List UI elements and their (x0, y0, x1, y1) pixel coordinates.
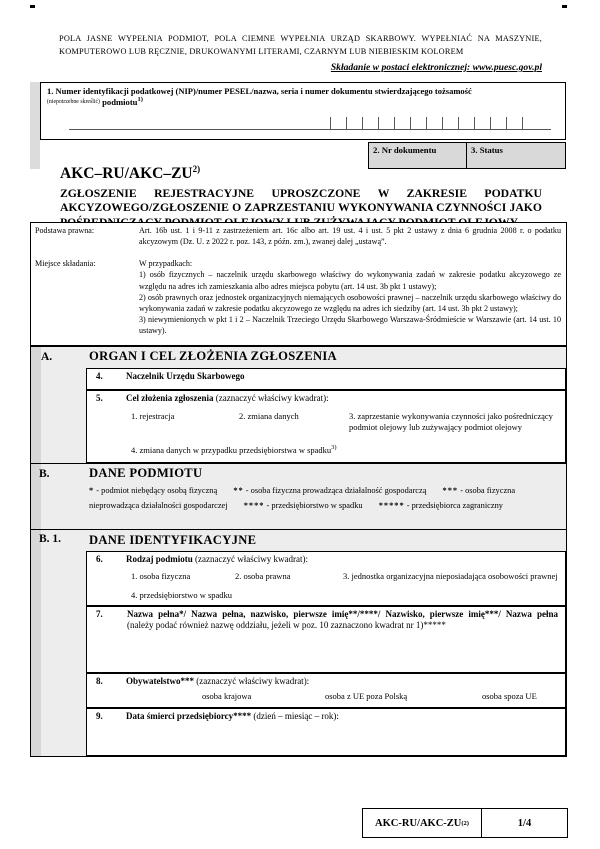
field-4-number: 4. (96, 371, 103, 381)
field-1-note: (niepotrzebne skreślić) (47, 99, 100, 106)
field-9-number: 9. (96, 711, 103, 721)
legend-item: * - podmiot niebędący osobą fizyczną (89, 486, 218, 495)
field-1-label2: $^{(niepotrzebne skreślić)}$ podmiotu$^{1)}$ (47, 96, 143, 108)
section-a-letter: A. (41, 351, 53, 363)
field-7-input-area[interactable] (89, 644, 563, 670)
filing-place-item3: 3) niewymienionych w pkt 1 i 2 – Naczelnik Trzeciego Urzędu Skarbowego Warszawa-Śródmieście w Warszawie (art. 14 ust. 10 ustawy). (139, 315, 561, 336)
registration-mark-right (562, 5, 567, 8)
field-8-option-2[interactable]: osoba z UE poza Polską (325, 691, 408, 701)
legend-item: ***** - przedsiębiorca zagraniczny (378, 501, 503, 511)
field-9-input-area[interactable] (89, 739, 563, 753)
legend-item: **** - przedsiębiorstwo w spadku (243, 501, 363, 511)
form-code-title: AKC–RU/AKC–ZU$^{2)}$ (60, 164, 201, 183)
legend-item: *** - osoba fizyczna nieprowadząca działalności gospodarczej (89, 486, 516, 511)
section-b-title: DANE PODMIOTU (89, 466, 203, 480)
field-6-option-2[interactable]: 2. osoba prawna (235, 571, 291, 581)
section-a-title: ORGAN I CEL ZŁOŻENIA ZGŁOSZENIA (89, 349, 337, 363)
footer-form-code: AKC-RU/AKC-ZU (2) (363, 809, 482, 837)
field-5-option-1[interactable]: 1. rejestracja (131, 411, 175, 421)
field-8-label-rest: (zaznaczyć właściwy kwadrat): (194, 676, 310, 686)
field-6-option-4[interactable]: 4. przedsiębiorstwo w spadku (131, 590, 233, 600)
field-2-document-number (368, 142, 466, 169)
field-3-status (466, 142, 566, 169)
field-1-nip-pesel (40, 82, 566, 140)
page-footer (362, 808, 568, 838)
field-5-label-rest: (zaznaczyć właściwy kwadrat): (213, 393, 329, 403)
field-4-label: Naczelnik Urzędu Skarbowego (126, 371, 245, 381)
legal-basis-label: Podstawa prawna: (35, 226, 95, 235)
section-b-legend (89, 483, 553, 513)
filing-place-intro: W przypadkach: (139, 259, 193, 269)
main-form-area (30, 346, 567, 757)
field-6-number: 6. (96, 554, 103, 564)
left-gray-strip-main (31, 347, 41, 756)
field-5-number: 5. (96, 393, 103, 403)
field-5-option-3[interactable]: 3. zaprzestanie wykonywania czynności jako pośredniczący podmiot olejowy lub zużywający podmiot olejowy (349, 411, 553, 432)
field-8-number: 8. (96, 676, 103, 686)
field-6-label: Rodzaj podmiotu (126, 554, 193, 564)
legal-basis-row (31, 223, 566, 247)
section-b-letter: B. (39, 468, 50, 480)
field-8-option-3[interactable]: osoba spoza UE (482, 691, 537, 701)
instructions-line1: POLA JASNE WYPEŁNIA PODMIOT, POLA CIEMNE WYPEŁNIA URZĄD SKARBOWY. WYPEŁNIAĆ NA MASZYNIE, (59, 34, 542, 43)
legal-basis-text: Art. 16b ust. 1 i 9-11 z zastrzeżeniem art. 16c albo art. 19 ust. 4 i ust. 5 pkt 2 ustawy z dnia 6 grudnia 2008 r. o podatku akcyzowym (Dz. U. z 2022 r. poz. 143, z późn. zm.), zwanej dalej „ustawą”. (139, 226, 561, 247)
registration-mark-left (30, 5, 35, 8)
left-gray-strip (30, 82, 40, 169)
filing-place-item1: 1) osób fizycznych – naczelnik urzędu skarbowego właściwy do wykonywania zadań w zakresie podatku akcyzowego ze względu na adres ich zamieszkania albo adres miejsca pobytu (art. 14 ust. 3b pkt 1 ustawy); (139, 270, 561, 291)
field-2-label: 2. Nr dokumentu (373, 145, 437, 155)
field-4-input-area[interactable] (89, 373, 563, 387)
field-6-label-rest: (zaznaczyć właściwy kwadrat): (192, 554, 308, 564)
field-6-option-1[interactable]: 1. osoba fizyczna (131, 571, 191, 581)
field-6-entity-type (86, 551, 566, 606)
field-3-label: 3. Status (471, 145, 503, 155)
field-7-label: Nazwa pełna*/ Nazwa pełna, nazwisko, pierwsze imię**/****/ Nazwisko, pierwsze imię***/ Nazwa pełna (127, 609, 558, 619)
efiling-note (200, 62, 542, 73)
legal-basis-box (30, 222, 567, 346)
filing-place-item2: 2) osób prawnych oraz jednostek organizacyjnych niemających osobowości prawnej – naczelnik urzędu skarbowego właściwy do wykonywania zadań w zakresie podatku akcyzowego ze względu na adres ich siedziby (art. 14 ust. 3b pkt 2 ustawy); (139, 292, 561, 313)
field-5-option-2[interactable]: 2. zmiana danych (239, 411, 299, 421)
section-b-divider (31, 463, 566, 464)
filling-instructions (59, 32, 542, 59)
field-8-citizenship (86, 673, 566, 708)
section-b1-divider (31, 529, 566, 530)
subtitle-line2: AKCYZOWEGO/ZGŁOSZENIE O ZAPRZESTANIU WYKONYWANIA CZYNNOŚCI JAKO (60, 201, 542, 215)
nip-comb[interactable] (330, 117, 523, 130)
section-b1-letter: B. 1. (39, 533, 62, 545)
field-9-death-date (86, 708, 566, 756)
field-6-option-3[interactable]: 3. jednostka organizacyjna nieposiadająca osobowości prawnej (343, 571, 558, 581)
field-7-label-note: (należy podać również nazwę oddziału, jeżeli w poz. 10 zaznaczono kwadrat nr 1)***** (127, 620, 446, 631)
puesc-link[interactable]: www.puesc.gov.pl (472, 62, 542, 73)
filing-place-label: Miejsce składania: (35, 259, 96, 269)
field-9-label: Data śmierci przedsiębiorcy**** (126, 711, 252, 721)
field-5-purpose (86, 390, 566, 463)
field-8-option-1[interactable]: osoba krajowa (202, 691, 252, 701)
subtitle-line1: ZGŁOSZENIE REJESTRACYJNE UPROSZCZONE W ZAKRESIE PODATKU (60, 187, 542, 200)
field-7-full-name (86, 606, 566, 673)
field-5-label: Cel złożenia zgłoszenia (126, 393, 214, 403)
field-5-option-4[interactable]: 4. zmiana danych w przypadku przedsiębiorstwa w spadku$^{3)}$ (131, 444, 337, 455)
section-b1-title: DANE IDENTYFIKACYJNE (89, 533, 257, 547)
field-1-label: 1. Numer identyfikacji podatkowej (NIP)/numer PESEL/nazwa, seria i numer dokumentu stwierdzającego tożsamość (47, 86, 472, 96)
instructions-line2: KOMPUTEROWO LUB RĘCZNIE, DRUKOWANYMI LITERAMI, CZARNYM LUB NIEBIESKIM KOLOREM (59, 47, 464, 57)
filing-place-row (31, 256, 566, 336)
filing-place-text (139, 258, 561, 336)
footer-page-number: 1/4 (517, 817, 532, 829)
field-4-tax-office (86, 368, 566, 390)
field-8-label: Obywatelstwo*** (126, 676, 194, 686)
field-9-label-rest: (dzień – miesiąc – rok): (251, 711, 339, 721)
legend-item: ** - osoba fizyczna prowadząca działalność gospodarczą (233, 486, 427, 495)
efiling-prefix: Składanie w postaci elektronicznej: (330, 62, 473, 73)
field-7-number: 7. (96, 609, 103, 619)
